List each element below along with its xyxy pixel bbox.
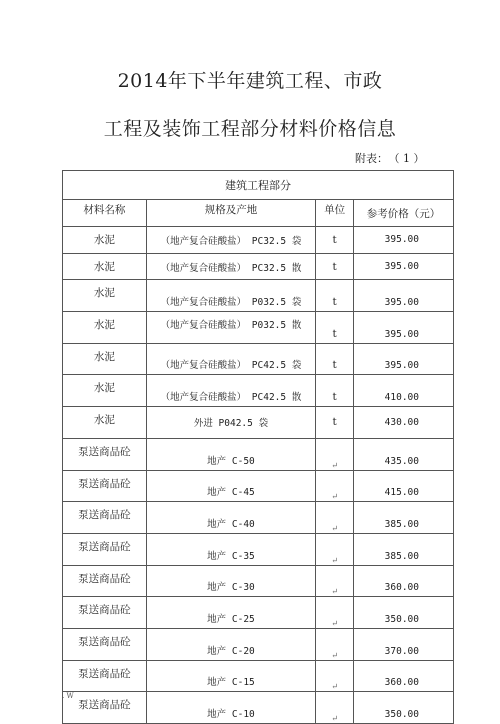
material-name-cell-text: 泵送商品砼 [78,540,131,553]
unit-cell [316,533,354,565]
header-unit-text: 单位 [324,203,346,216]
header-price [354,200,454,227]
table-row [63,312,454,344]
table-row [63,407,454,439]
material-name-cell [63,628,147,660]
unit-cell [316,375,354,407]
appendix-label-text: 附表： [355,152,388,165]
unit-cell-text: ↵ [331,618,338,628]
material-name-cell [63,253,147,280]
unit-cell [316,280,354,312]
unit-cell [316,502,354,534]
spec-cell-text: 地产 C-45 [207,487,255,499]
price-cell [354,375,454,407]
spec-cell [146,343,315,375]
price-cell [354,660,454,692]
material-name-cell [63,660,147,692]
unit-cell [316,565,354,597]
spec-cell-text: 地产 C-50 [207,455,255,467]
price-cell-text: 370.00 [384,645,419,657]
price-cell-text: 395.00 [384,261,419,273]
price-cell [354,312,454,344]
unit-cell-text: ↵ [331,523,338,533]
spec-cell-text: （地产复合硅酸盐） P032.5 袋 [160,297,302,309]
material-name-cell-text: 泵送商品砼 [78,635,131,648]
spec-cell [146,227,315,254]
unit-cell-text: ↵ [331,460,338,470]
spec-cell-text: （地产复合硅酸盐） P032.5 散 [160,320,302,332]
unit-cell-text: t [332,296,337,309]
spec-cell [146,407,315,439]
unit-cell-text: ↵ [331,555,338,565]
header-name [63,200,147,227]
unit-cell [316,407,354,439]
price-cell [354,533,454,565]
unit-cell [316,597,354,629]
spec-cell [146,280,315,312]
unit-cell-text: ↵ [331,650,338,660]
spec-cell-text: 外进 P042.5 袋 [193,418,269,430]
price-cell-text: 360.00 [384,677,419,689]
material-name-cell [63,502,147,534]
appendix-number: （ 1 ） [394,152,425,165]
material-name-cell [63,533,147,565]
spec-cell-text: 地产 C-10 [207,709,255,720]
spec-cell [146,597,315,629]
material-name-cell-text: 泵送商品砼 [78,699,131,712]
unit-cell [316,227,354,254]
spec-cell [146,533,315,565]
material-name-cell [63,597,147,629]
header-spec-text: 规格及产地 [204,203,258,216]
material-name-cell-text: 水泥 [93,414,115,427]
header-spec [146,200,315,227]
price-cell-text: 415.00 [384,487,419,499]
price-cell-text: 430.00 [384,416,419,428]
price-cell-text: 395.00 [384,328,419,340]
price-cell-text: 350.00 [384,613,419,625]
material-name-cell [63,227,147,254]
spec-cell [146,253,315,280]
price-cell-text: 410.00 [384,392,419,404]
table-row [63,438,454,470]
spec-cell-text: 地产 C-30 [207,582,255,594]
spec-cell [146,565,315,597]
material-name-cell-text: 水泥 [93,261,115,274]
header-row [63,200,454,227]
unit-cell-text: t [332,233,337,246]
price-cell-text: 395.00 [384,360,419,372]
price-cell-text: 385.00 [384,550,419,562]
unit-cell [316,470,354,502]
spec-cell-text: （地产复合硅酸盐） PC32.5 袋 [160,235,302,247]
price-cell [354,407,454,439]
material-name-cell-text: 泵送商品砼 [78,572,131,585]
unit-cell-text: t [332,359,337,372]
table-row [63,565,454,597]
material-name-cell-text: 水泥 [93,234,115,247]
spec-cell [146,502,315,534]
material-name-cell-text: 水泥 [93,287,115,300]
unit-cell-text: t [332,391,337,404]
unit-cell [316,343,354,375]
spec-cell-text: （地产复合硅酸盐） PC32.5 散 [160,262,302,274]
material-name-cell-text: 水泥 [93,350,115,363]
header-unit [316,200,354,227]
spec-cell-text: 地产 C-25 [207,613,255,625]
table-row [63,628,454,660]
material-name-cell [63,375,147,407]
material-name-cell [63,470,147,502]
spec-cell [146,375,315,407]
material-name-cell-text: 泵送商品砼 [78,667,131,680]
price-cell [354,565,454,597]
table-row [63,280,454,312]
spec-cell [146,660,315,692]
spec-cell-text: （地产复合硅酸盐） PC42.5 袋 [160,360,302,372]
section-row [63,171,454,200]
material-name-cell [63,280,147,312]
unit-cell-text: ↵ [331,714,338,723]
unit-cell-text: ↵ [331,492,338,502]
spec-cell-text: （地产复合硅酸盐） PC42.5 散 [160,392,302,404]
spec-cell-text: 地产 C-20 [207,645,255,657]
spec-cell-text: 地产 C-40 [207,518,255,530]
material-name-cell [63,438,147,470]
price-table [62,170,454,724]
price-cell [354,470,454,502]
material-name-cell-text: 水泥 [93,382,115,395]
material-name-cell-text: 泵送商品砼 [78,445,131,458]
price-cell-text: 360.00 [384,582,419,594]
spec-cell-text: 地产 C-35 [207,550,255,562]
table-row [63,502,454,534]
table-row [63,227,454,254]
price-cell [354,343,454,375]
section-title: 建筑工程部分 [63,171,454,200]
unit-cell-text: t [332,327,337,340]
header-price-text: 参考价格（元） [366,207,441,220]
unit-cell [316,660,354,692]
price-cell [354,597,454,629]
unit-cell [316,253,354,280]
material-name-cell [63,407,147,439]
price-cell-text: 435.00 [384,455,419,467]
document-title-line-1: 2014年下半年建筑工程、市政 [117,70,383,92]
price-cell [354,280,454,312]
unit-cell-text: t [332,260,337,273]
material-name-cell [63,312,147,344]
table-row [63,375,454,407]
price-cell-text: 350.00 [384,709,419,720]
material-name-cell-text: 泵送商品砼 [78,604,131,617]
price-cell-text: 395.00 [384,297,419,309]
table-row [63,253,454,280]
price-cell-text: 395.00 [384,234,419,246]
spec-cell [146,312,315,344]
header-name-text: 材料名称 [83,203,126,216]
page-footer: . W [62,692,74,700]
material-name-cell-text: 泵送商品砼 [78,477,131,490]
spec-cell [146,438,315,470]
material-name-cell-text: 水泥 [93,319,115,332]
table-row [63,597,454,629]
unit-cell-text: ↵ [331,682,338,692]
table-row [63,533,454,565]
spec-cell [146,628,315,660]
material-name-cell [63,343,147,375]
appendix-label [355,150,425,166]
unit-cell [316,312,354,344]
price-cell [354,438,454,470]
spec-cell [146,470,315,502]
price-cell [354,227,454,254]
unit-cell-text: t [332,416,337,429]
price-cell-text: 385.00 [384,518,419,530]
price-cell [354,253,454,280]
unit-cell [316,438,354,470]
price-cell [354,502,454,534]
table-row [63,660,454,692]
table-row [63,343,454,375]
material-name-cell-text: 泵送商品砼 [78,509,131,522]
document-title-line-2: 工程及装饰工程部分材料价格信息 [103,118,397,140]
material-name-cell [63,565,147,597]
unit-cell [316,628,354,660]
table-row [63,470,454,502]
spec-cell-text: 地产 C-15 [207,677,255,689]
unit-cell-text: ↵ [331,587,338,597]
price-cell [354,628,454,660]
